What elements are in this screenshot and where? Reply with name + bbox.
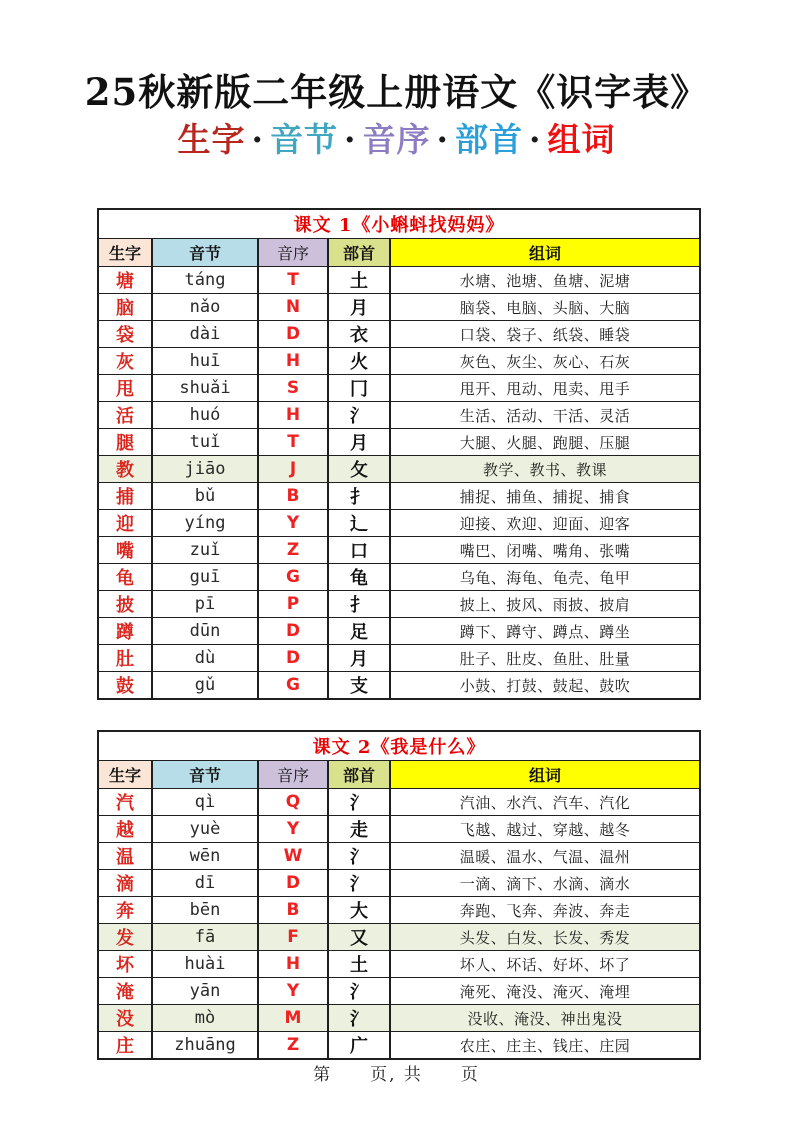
table-row <box>98 1005 700 1032</box>
page-title: 25秋新版二年级上册语文《识字表》 <box>84 70 709 114</box>
char-cell: 活 <box>98 402 152 429</box>
table-row <box>98 843 700 870</box>
words-cell: 农庄、庄主、钱庄、庄园 <box>390 1032 700 1060</box>
words-cell: 捕捉、捕鱼、捕捉、捕食 <box>390 483 700 510</box>
radical-cell: 广 <box>328 1032 390 1060</box>
words-cell: 坏人、坏话、好坏、坏了 <box>390 951 700 978</box>
table-row <box>98 456 700 483</box>
pinyin-cell: gǔ <box>152 672 258 700</box>
radical-cell: 龟 <box>328 564 390 591</box>
words-cell: 淹死、淹没、淹灭、淹埋 <box>390 978 700 1005</box>
radical-cell: 辶 <box>328 510 390 537</box>
table-row <box>98 618 700 645</box>
lesson-2-table <box>97 730 701 1060</box>
column-header-initial: 音序 <box>258 761 328 789</box>
initial-cell: D <box>258 870 328 897</box>
initial-cell: M <box>258 1005 328 1032</box>
radical-cell: 土 <box>328 951 390 978</box>
radical-cell: 足 <box>328 618 390 645</box>
initial-cell: N <box>258 294 328 321</box>
words-cell: 肚子、肚皮、鱼肚、肚量 <box>390 645 700 672</box>
pinyin-cell: huó <box>152 402 258 429</box>
column-header-radical: 部首 <box>328 761 390 789</box>
words-cell: 水塘、池塘、鱼塘、泥塘 <box>390 267 700 294</box>
subtitle-segment-radical: 部首 <box>455 120 523 160</box>
pinyin-cell: qì <box>152 789 258 816</box>
char-cell: 发 <box>98 924 152 951</box>
pinyin-cell: yān <box>152 978 258 1005</box>
table-row <box>98 537 700 564</box>
char-cell: 教 <box>98 456 152 483</box>
radical-cell: 月 <box>328 429 390 456</box>
radical-cell: 氵 <box>328 870 390 897</box>
initial-cell: G <box>258 564 328 591</box>
initial-cell: P <box>258 591 328 618</box>
table-row <box>98 870 700 897</box>
subtitle-segment-initial: 音序 <box>362 120 431 160</box>
radical-cell: 扌 <box>328 591 390 618</box>
initial-cell: J <box>258 456 328 483</box>
lesson-1-table <box>97 208 701 700</box>
radical-cell: 氵 <box>328 1005 390 1032</box>
radical-cell: 月 <box>328 294 390 321</box>
subtitle-segment-pinyin: 音节 <box>270 120 338 160</box>
table-row <box>98 483 700 510</box>
column-header-pinyin: 音节 <box>152 239 258 267</box>
table-row <box>98 897 700 924</box>
radical-cell: 月 <box>328 645 390 672</box>
char-cell: 坏 <box>98 951 152 978</box>
initial-cell: D <box>258 321 328 348</box>
radical-cell: 氵 <box>328 402 390 429</box>
table-row <box>98 267 700 294</box>
char-cell: 奔 <box>98 897 152 924</box>
initial-cell: D <box>258 618 328 645</box>
words-cell: 嘴巴、闭嘴、嘴角、张嘴 <box>390 537 700 564</box>
char-cell: 捕 <box>98 483 152 510</box>
table-row <box>98 510 700 537</box>
words-cell: 乌龟、海龟、龟壳、龟甲 <box>390 564 700 591</box>
pinyin-cell: dī <box>152 870 258 897</box>
words-cell: 口袋、袋子、纸袋、睡袋 <box>390 321 700 348</box>
radical-cell: 土 <box>328 267 390 294</box>
subtitle-separator: · <box>344 120 357 160</box>
char-cell: 甩 <box>98 375 152 402</box>
pinyin-cell: guī <box>152 564 258 591</box>
words-cell: 大腿、火腿、跑腿、压腿 <box>390 429 700 456</box>
words-cell: 生活、活动、干活、灵活 <box>390 402 700 429</box>
initial-cell: S <box>258 375 328 402</box>
pinyin-cell: shuǎi <box>152 375 258 402</box>
char-cell: 龟 <box>98 564 152 591</box>
char-cell: 腿 <box>98 429 152 456</box>
table-row <box>98 348 700 375</box>
page-footer: 第 页, 共 页 <box>313 1065 480 1085</box>
initial-cell: Z <box>258 1032 328 1060</box>
column-header-char: 生字 <box>98 761 152 789</box>
words-cell: 披上、披风、雨披、披肩 <box>390 591 700 618</box>
radical-cell: 支 <box>328 672 390 700</box>
pinyin-cell: yuè <box>152 816 258 843</box>
subtitle-separator: · <box>251 120 264 160</box>
words-cell: 蹲下、蹲守、蹲点、蹲坐 <box>390 618 700 645</box>
column-header-initial: 音序 <box>258 239 328 267</box>
char-cell: 汽 <box>98 789 152 816</box>
table-caption: 课文 2《我是什么》 <box>98 731 700 761</box>
radical-cell: 口 <box>328 537 390 564</box>
table-row <box>98 978 700 1005</box>
char-cell: 蹲 <box>98 618 152 645</box>
radical-cell: 扌 <box>328 483 390 510</box>
column-header-char: 生字 <box>98 239 152 267</box>
char-cell: 温 <box>98 843 152 870</box>
initial-cell: H <box>258 951 328 978</box>
table-row <box>98 321 700 348</box>
pinyin-cell: wēn <box>152 843 258 870</box>
column-header-pinyin: 音节 <box>152 761 258 789</box>
pinyin-cell: bǔ <box>152 483 258 510</box>
pinyin-cell: huī <box>152 348 258 375</box>
pinyin-cell: táng <box>152 267 258 294</box>
pinyin-cell: tuǐ <box>152 429 258 456</box>
words-cell: 汽油、水汽、汽车、汽化 <box>390 789 700 816</box>
table-row <box>98 789 700 816</box>
column-header-words: 组词 <box>390 239 700 267</box>
table-row <box>98 645 700 672</box>
table-row <box>98 564 700 591</box>
char-cell: 肚 <box>98 645 152 672</box>
pinyin-cell: pī <box>152 591 258 618</box>
pinyin-cell: mò <box>152 1005 258 1032</box>
subtitle-separator: · <box>529 120 542 160</box>
pinyin-cell: dūn <box>152 618 258 645</box>
radical-cell: 衣 <box>328 321 390 348</box>
initial-cell: D <box>258 645 328 672</box>
subtitle-separator: · <box>436 120 449 160</box>
pinyin-cell: huài <box>152 951 258 978</box>
table-row <box>98 429 700 456</box>
char-cell: 塘 <box>98 267 152 294</box>
words-cell: 小鼓、打鼓、鼓起、鼓吹 <box>390 672 700 700</box>
initial-cell: Y <box>258 978 328 1005</box>
subtitle-segment-char: 生字 <box>177 120 246 160</box>
words-cell: 头发、白发、长发、秀发 <box>390 924 700 951</box>
char-cell: 滴 <box>98 870 152 897</box>
char-cell: 披 <box>98 591 152 618</box>
char-cell: 淹 <box>98 978 152 1005</box>
words-cell: 一滴、滴下、水滴、滴水 <box>390 870 700 897</box>
pinyin-cell: zhuāng <box>152 1032 258 1060</box>
char-cell: 迎 <box>98 510 152 537</box>
subtitle-segment-words: 组词 <box>547 120 616 160</box>
table-row <box>98 375 700 402</box>
initial-cell: H <box>258 348 328 375</box>
radical-cell: 氵 <box>328 789 390 816</box>
pinyin-cell: fā <box>152 924 258 951</box>
pinyin-cell: nǎo <box>152 294 258 321</box>
tables-area <box>97 208 699 1090</box>
initial-cell: Z <box>258 537 328 564</box>
page-subtitle <box>0 120 793 160</box>
words-cell: 教学、教书、教课 <box>390 456 700 483</box>
initial-cell: G <box>258 672 328 700</box>
pinyin-cell: zuǐ <box>152 537 258 564</box>
initial-cell: Q <box>258 789 328 816</box>
words-cell: 脑袋、电脑、头脑、大脑 <box>390 294 700 321</box>
table-caption: 课文 1《小蝌蚪找妈妈》 <box>98 209 700 239</box>
initial-cell: H <box>258 402 328 429</box>
radical-cell: 大 <box>328 897 390 924</box>
words-cell: 没收、淹没、神出鬼没 <box>390 1005 700 1032</box>
column-header-radical: 部首 <box>328 239 390 267</box>
initial-cell: F <box>258 924 328 951</box>
table-row <box>98 951 700 978</box>
radical-cell: 又 <box>328 924 390 951</box>
initial-cell: B <box>258 897 328 924</box>
pinyin-cell: jiāo <box>152 456 258 483</box>
radical-cell: 攵 <box>328 456 390 483</box>
radical-cell: 走 <box>328 816 390 843</box>
radical-cell: 氵 <box>328 843 390 870</box>
radical-cell: 火 <box>328 348 390 375</box>
table-row <box>98 591 700 618</box>
table-row <box>98 816 700 843</box>
pinyin-cell: dài <box>152 321 258 348</box>
column-header-words: 组词 <box>390 761 700 789</box>
char-cell: 庄 <box>98 1032 152 1060</box>
char-cell: 脑 <box>98 294 152 321</box>
words-cell: 灰色、灰尘、灰心、石灰 <box>390 348 700 375</box>
table-row <box>98 294 700 321</box>
words-cell: 甩开、甩动、甩卖、甩手 <box>390 375 700 402</box>
initial-cell: W <box>258 843 328 870</box>
char-cell: 鼓 <box>98 672 152 700</box>
table-row <box>98 672 700 700</box>
char-cell: 越 <box>98 816 152 843</box>
initial-cell: T <box>258 267 328 294</box>
table-row <box>98 924 700 951</box>
initial-cell: Y <box>258 510 328 537</box>
radical-cell: 氵 <box>328 978 390 1005</box>
pinyin-cell: bēn <box>152 897 258 924</box>
initial-cell: B <box>258 483 328 510</box>
initial-cell: T <box>258 429 328 456</box>
table-row <box>98 1032 700 1060</box>
initial-cell: Y <box>258 816 328 843</box>
words-cell: 迎接、欢迎、迎面、迎客 <box>390 510 700 537</box>
words-cell: 飞越、越过、穿越、越冬 <box>390 816 700 843</box>
char-cell: 没 <box>98 1005 152 1032</box>
char-cell: 灰 <box>98 348 152 375</box>
pinyin-cell: dù <box>152 645 258 672</box>
char-cell: 嘴 <box>98 537 152 564</box>
table-row <box>98 402 700 429</box>
char-cell: 袋 <box>98 321 152 348</box>
words-cell: 温暖、温水、气温、温州 <box>390 843 700 870</box>
pinyin-cell: yíng <box>152 510 258 537</box>
radical-cell: 冂 <box>328 375 390 402</box>
words-cell: 奔跑、飞奔、奔波、奔走 <box>390 897 700 924</box>
